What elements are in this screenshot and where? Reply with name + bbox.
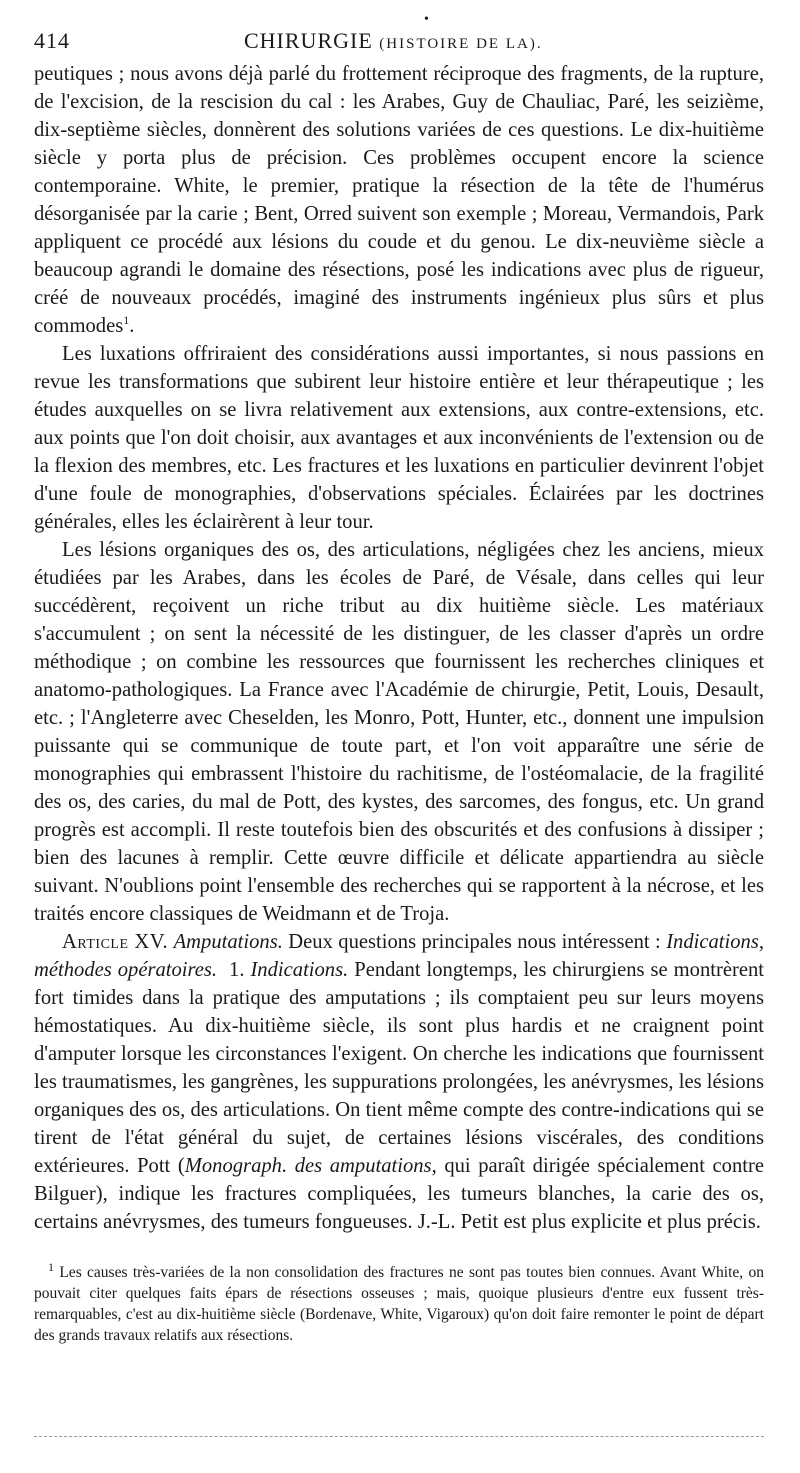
article-intro: Deux questions principales nous intéressent :: [288, 931, 661, 953]
paragraph-amputations: [34, 928, 764, 1236]
bottom-rule: [34, 1436, 764, 1437]
paragraph-lesions-organiques: Les lésions organiques des os, des articulations, négligées chez les anciens, mieux étudiées par les Arabes, dans les écoles de Paré, de Vésale, dans celles qui leur succédèrent, reçoivent un riche tribut au dix huitième siècle. Les matériaux s'accumulent ; on sent la nécessité de les distinguer, de les classer d'après un ordre méthodique ; on combine les ressources que fournissent les recherches cliniques et anatomo-pathologiques. La France avec l'Académie de chirurgie, Petit, Louis, Desault, etc. ; l'Angleterre avec Cheselden, les Monro, Pott, Hunter, etc., donnent une impulsion puissante qui se communique de toute part, et l'on voit apparaître une série de monographies qui embrassent l'histoire du rachitisme, de l'ostéomalacie, de la fragilité des os, des caries, du mal de Pott, des kystes, des sarcomes, des fongus, etc. Un grand progrès est accompli. Il reste toutefois bien des obscurités et des confusions à dissiper ; bien des lacunes à remplir. Cette œuvre difficile et délicate appartiendra au siècle suivant. N'oublions point l'ensemble des recherches qui se rapportent à la nécrose, et les traités encore classiques de Weidmann et de Troja.: [34, 539, 764, 925]
article-title: Amputations.: [173, 931, 283, 953]
running-title-sub: (HISTOIRE DE LA).: [379, 36, 543, 52]
cited-work: Monograph. des amputations: [184, 1155, 432, 1177]
footnote-reference[interactable]: 1: [123, 313, 130, 328]
paren-open: (: [177, 1155, 185, 1177]
footnote-text: Les causes très-variées de la non consolidation des fractures ne sont pas toutes bien connues. Avant White, on pouvait citer quelques faits épars de résections osseuses ; mais, quoique plusieurs d'entre eux fussent très-remarquables, c'est au dix-huitième siècle (Bordenave, White, Vigaroux) qu'on doit faire remonter le point de départ des grands travaux relatifs aux résections.: [34, 1264, 765, 1344]
article-label: Article XV.: [62, 931, 169, 953]
footnotes: [34, 1259, 765, 1346]
running-title: [244, 28, 543, 54]
running-header: [34, 12, 764, 56]
paragraph-text: peutiques ; nous avons déjà parlé du frottement réciproque des fragments, de la rupture, de l'excision, de la rescision du cal : les Arabes, Guy de Chauliac, Paré, les seizième, dix-septième siècles, donnèrent des solutions variées de ces questions. Le dix-huitième siècle y porta plus de précision. Ces problèmes occupent encore la science contemporaine. White, le premier, pratique la résection de la tête de l'humérus désorganisée par la carie ; Bent, Orred suivent son exemple ; Moreau, Vermandois, Park appliquent ce procédé aux lésions du coude et du genou. Le dix-neuvième siècle a beaucoup agrandi le domaine des résections, posé les indications avec plus de rigueur, créé de nouveaux procédés, imaginé des instruments ingénieux plus sûrs et plus commodes: [34, 63, 764, 337]
article-body-part2: , qui paraît dirigée spécialement contre Bilguer), indique les fractures compliquées, les tumeurs blanches, la carie des os, certains anévrysmes, des tumeurs fongueuses. J.-L. Petit est plus explicite et plus précis.: [34, 1155, 764, 1233]
paragraph-resections: peutiques ; nous avons déjà parlé du frottement réciproque des fragments, de la rupture, de l'excision, de la rescision du cal : les Arabes, Guy de Chauliac, Paré, les seizième, dix-septième siècles, donnèrent des solutions variées de ces questions. Le dix-huitième siècle y porta plus de précision. Ces problèmes occupent encore la science contemporaine. White, le premier, pratique la résection de la tête de l'humérus désorganisée par la carie ; Bent, Orred suivent son exemple ; Moreau, Vermandois, Park appliquent ce procédé aux lésions du coude et du genou. Le dix-neuvième siècle a beaucoup agrandi le domaine des résections, posé les indications avec plus de rigueur, créé de nouveaux procédés, imaginé des instruments ingénieux plus sûrs et plus commodes$^1$.: [34, 63, 764, 337]
running-title-main: CHIRURGIE: [244, 28, 373, 53]
page-number: 414: [34, 28, 70, 53]
section-title: Indications.: [250, 959, 349, 981]
paragraph-luxations: Les luxations offriraient des considérations aussi importantes, si nous passions en revue les transformations que subirent leur histoire entière et leur thérapeutique ; les études auxquelles on se livra relativement aux extensions, aux contre-extensions, etc. aux points que l'on doit choisir, aux avantages et aux inconvénients de l'extension ou de la flexion des membres, etc. Les fractures et les luxations en particulier devinrent l'objet d'une foule de monographies, d'observations spéciales. Éclairées par les doctrines générales, elles les éclairèrent à leur tour.: [34, 343, 764, 533]
print-speck: •: [424, 12, 429, 27]
footnote-1: [34, 1259, 765, 1346]
body-text: [34, 60, 764, 1236]
article-body-part1: Pendant longtemps, les chirurgiens se montrèrent fort timides dans la pratique des amputations ; ils comptaient peu sur leurs moyens hémostatiques. Au dix-huitième siècle, ils sont plus hardis et ne craignent point d'amputer lorsque les circonstances l'exigent. On cherche les indications que fournissent les traumatismes, les gangrènes, les suppurations prolongées, les anévrysmes, les lésions organiques des os, des articulations. On tient même compte des contre-indications qui se tirent de l'état général du sujet, de certaines lésions viscérales, des conditions extérieures. Pott: [34, 959, 764, 1177]
footnote-marker: 1: [48, 1259, 54, 1274]
section-number: 1.: [229, 959, 245, 981]
article-italic-subjects: Indications, méthodes opératoires.: [34, 931, 764, 981]
